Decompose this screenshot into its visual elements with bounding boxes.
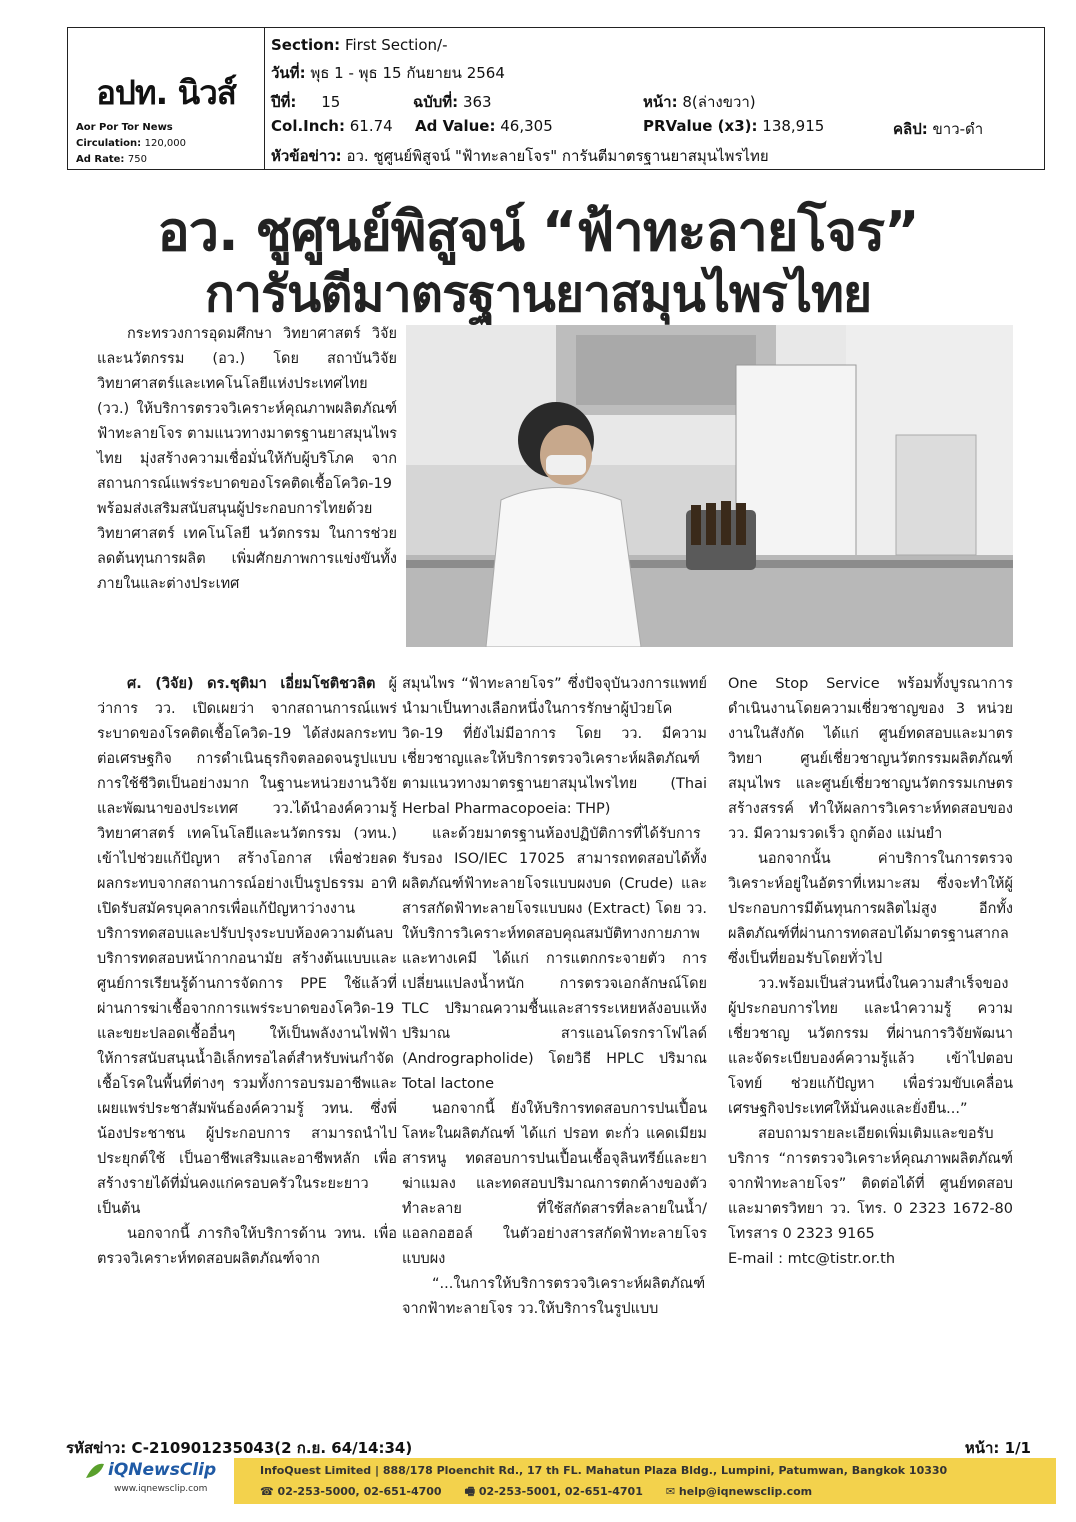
clip-header xyxy=(67,27,1045,170)
lab-photo-illustration xyxy=(406,325,1013,647)
paragraph: ศ. (วิจัย) ดร.ชุติมา เอี่ยมโชติชวลิต ผู้ว่าการ วว. เปิดเผยว่า จากสถานการณ์แพร่ระบาดของโรคติดเชื้อโควิด-19 ได้ส่งผลกระทบต่อเศรษฐกิจ การดำเนินธุรกิจตลอดจนรูปแบบการใช้ชีวิตเป็นอย่างมาก ในฐานะหน่วยงานวิจัยและพัฒนาของประเทศ วว.ได้นำองค์ความรู้ วิทยาศาสตร์ เทคโนโลยีและนวัตกรรม (วทน.) เข้าไปช่วยแก้ปัญหา สร้างโอกาส เพื่อช่วยลดผลกระทบจากสถานการณ์อย่างเป็นรูปธรรม อาทิ เปิดรับสมัครบุคลากรเพื่อแก้ปัญหาว่างงาน บริการทดสอบและปรับปรุงระบบห้องความดันลบ บริการทดสอบหน้ากากอนามัย สร้างต้นแบบและศูนย์การเรียนรู้ด้านการจัดการ PPE ใช้แล้วที่ผ่านการฆ่าเชื้อจากการแพร่ระบาดของโควิด-19 และขยะปลอดเชื้ออื่นๆ ให้เป็นพลังงานไฟฟ้า ให้การสนับสนุนน้ำอิเล็กทรอไลต์สำหรับพ่นกำจัดเชื้อโรคในพื้นที่ต่างๆ รวมทั้งการอบรมอาชีพและเผยแพร่ประชาสัมพันธ์องค์ความรู้ วทน. ซึ่งพี่น้องประชาชน ผู้ประกอบการ สามารถนำไปประยุกต์ใช้ เป็นอาชีพเสริมและอาชีพหลัก เพื่อสร้างรายได้ที่มั่นคงแก่ครอบครัวในระยะยาว เป็นต้น xyxy=(97,676,398,1217)
leaf-icon xyxy=(84,1460,106,1482)
page-field: หน้า: 8(ล่างขวา) xyxy=(643,93,756,111)
fax-icon: 🖷 xyxy=(464,1485,475,1498)
publication-block xyxy=(68,28,265,169)
contact-email: E-mail : mtc@tistr.or.th xyxy=(728,1251,896,1267)
circulation: Circulation: 120,000 xyxy=(76,138,186,149)
section-field: Section: First Section/- xyxy=(271,36,448,54)
paragraph: กระทรวงการอุดมศึกษา วิทยาศาสตร์ วิจัยและนวัตกรรม (อว.) โดย สถาบันวิจัยวิทยาศาสตร์และเทคโนโลยีแห่งประเทศไทย (วว.) ให้บริการตรวจวิเคราะห์คุณภาพผลิตภัณฑ์ฟ้าทะลายโจร ตามแนวทางมาตรฐานยาสมุนไพรไทย มุ่งสร้างความเชื่อมั่นให้กับผู้บริโภค จากสถานการณ์แพร่ระบาดของโรคติดเชื้อโควิด-19 พร้อมส่งเสริมสนับสนุนผู้ประกอบการไทยด้วยวิทยาศาสตร์ เทคโนโลยี นวัตกรรม ในการช่วยลดต้นทุนการผลิต เพิ่มศักยภาพการแข่งขันทั้งภายในและต่างประเทศ xyxy=(97,326,397,592)
contact-line xyxy=(260,1483,812,1502)
phone: 02-253-5000, 02-651-4700 xyxy=(277,1485,442,1498)
publication-name: Aor Por Tor News xyxy=(76,122,173,133)
paragraph: วว.พร้อมเป็นส่วนหนึ่งในความสำเร็จของผู้ประกอบการไทย และนำความรู้ ความเชี่ยวชาญ นวัตกรรม ที่ผ่านการวิจัยพัฒนาและจัดระเบียบองค์ความรู้แล้ว เข้าไปตอบโจทย์ ช่วยแก้ปัญหา เพื่อร่วมขับเคลื่อนเศรษฐกิจประเทศให้มั่นคงและยั่งยืน...” xyxy=(728,976,1013,1117)
publication-title: อปท. นิวส์ xyxy=(96,73,236,112)
ad-rate: Ad Rate: 750 xyxy=(76,154,147,165)
phone-icon: ☎ xyxy=(260,1485,274,1498)
email[interactable]: help@iqnewsclip.com xyxy=(678,1485,813,1498)
article-headline: อว. ชูศูนย์พิสูจน์ “ฟ้าทะลายโจร” xyxy=(157,200,919,263)
fax: 02-253-5001, 02-651-4701 xyxy=(478,1485,643,1498)
paragraph: สมุนไพร “ฟ้าทะลายโจร” ซึ่งปัจจุบันวงการแพทย์นำมาเป็นทางเลือกหนึ่งในการรักษาผู้ป่วยโควิด-19 ที่ยังไม่มีอาการ โดย วว. มีความเชี่ยวชาญและให้บริการตรวจวิเคราะห์ผลิตภัณฑ์ ตามแนวทางมาตรฐานยาสมุนไพรไทย (Thai Herbal Pharmacopoeia: THP) xyxy=(402,676,707,817)
article-column-1-continued xyxy=(97,672,397,1272)
paragraph: และด้วยมาตรฐานห้องปฏิบัติการที่ได้รับการรับรอง ISO/IEC 17025 สามารถทดสอบได้ทั้งผลิตภัณฑ์ฟ้าทะลายโจรแบบผงบด (Crude) และสารสกัดฟ้าทะลายโจรแบบผง (Extract) โดย วว. ให้บริการวิเคราะห์ทดสอบคุณสมบัติทางกายภาพและทางเคมี ได้แก่ การแตกกระจายตัว การเปลี่ยนแปลงน้ำหนัก การตรวจเอกลักษณ์โดย TLC ปริมาณความชื้นและสารระเหยหลังอบแห้ง ปริมาณ สารแอนโดรกราโฟไลด์ (Andrographolide) โดยวิธี HPLC ปริมาณ Total lactone xyxy=(402,826,707,1092)
paragraph: นอกจากนั้น ค่าบริการในการตรวจวิเคราะห์อยู่ในอัตราที่เหมาะสม ซึ่งจะทำให้ผู้ประกอบการมีต้นทุนการผลิตไม่สูง อีกทั้งผลิตภัณฑ์ที่ผ่านการทดสอบได้มาตรฐานสากล ซึ่งเป็นที่ยอมรับโดยทั่วไป xyxy=(728,851,1013,967)
author-name: ศ. (วิจัย) ดร.ชุติมา เอี่ยมโชติชวลิต xyxy=(127,676,376,692)
article-column-3 xyxy=(728,672,1013,1272)
clip-metadata xyxy=(265,28,1044,169)
article-photo xyxy=(406,325,1013,647)
paragraph: “...ในการให้บริการตรวจวิเคราะห์ผลิตภัณฑ์จากฟ้าทะลายโจร วว.ให้บริการในรูปแบบ xyxy=(402,1276,706,1317)
mail-icon: ✉ xyxy=(665,1485,676,1498)
date-field: วันที่: พุธ 1 - พุธ 15 กันยายน 2564 xyxy=(271,64,505,82)
news-code: รหัสข่าว: C-210901235043(2 ก.ย. 64/14:34) xyxy=(66,1439,413,1457)
headline-field: หัวข้อข่าว: อว. ชูศูนย์พิสูจน์ "ฟ้าทะลายโจร" การันตีมาตรฐานยาสมุนไพรไทย xyxy=(271,147,769,165)
paragraph: นอกจากนี้ ยังให้บริการทดสอบการปนเปื้อนโลหะในผลิตภัณฑ์ ได้แก่ ปรอท ตะกั่ว แคดเมียม สารหนู ทดสอบการปนเปื้อนเชื้อจุลินทรีย์และยาฆ่าแมลง และทดสอบปริมาณการตกค้างของตัวทำละลาย ที่ใช้สกัดสารที่ละลายในน้ำ/แอลกอฮอล์ ในตัวอย่างสารสกัดฟ้าทะลายโจรแบบผง xyxy=(402,1101,707,1267)
company-line: InfoQuest Limited | 888/178 Ploenchit Rd., 17 th FL. Mahatun Plaza Bldg., Lumpini, Patumwan, Bangkok 10330 xyxy=(260,1464,948,1477)
advalue-field: Ad Value: 46,305 xyxy=(415,117,553,135)
paragraph: One Stop Service พร้อมทั้งบูรณาการดำเนินงานโดยความเชี่ยวชาญของ 3 หน่วยงานในสังกัด ได้แก่ ศูนย์ทดสอบและมาตรวิทยา ศูนย์เชี่ยวชาญนวัตกรรมผลิตภัณฑ์สมุนไพร และศูนย์เชี่ยวชาญนวัตกรรมเกษตรสร้างสรรค์ ทำให้ผลการวิเคราะห์ทดสอบของ วว. มีความรวดเร็ว ถูกต้อง แม่นยำ xyxy=(728,676,1013,842)
colinch-field: Col.Inch: 61.74 xyxy=(271,117,393,135)
iqnewsclip-logo xyxy=(84,1460,234,1500)
contact-bar xyxy=(234,1458,1056,1504)
paragraph: นอกจากนี้ ภารกิจให้บริการด้าน วทน. เพื่อตรวจวิเคราะห์ทดสอบผลิตภัณฑ์จาก xyxy=(97,1226,397,1267)
article-column-2 xyxy=(402,672,707,1322)
logo-url: www.iqnewsclip.com xyxy=(114,1484,208,1494)
article-column-1 xyxy=(97,322,397,597)
year-field: ปีที่: 15 xyxy=(271,93,341,111)
clip-type-field: คลิป: ขาว-ดำ xyxy=(893,120,984,138)
article-subheadline: การันตีมาตรฐานยาสมุนไพรไทย xyxy=(204,265,872,323)
issue-field: ฉบับที่: 363 xyxy=(413,93,492,111)
logo-text: iQNewsClip xyxy=(108,1460,217,1480)
prvalue-field: PRValue (x3): 138,915 xyxy=(643,117,825,135)
page-number: หน้า: 1/1 xyxy=(964,1439,1031,1457)
paragraph: สอบถามรายละเอียดเพิ่มเติมและขอรับบริการ “การตรวจวิเคราะห์คุณภาพผลิตภัณฑ์จากฟ้าทะลายโจร” ติดต่อได้ที่ ศูนย์ทดสอบและมาตรวิทยา วว. โทร. 0 2323 1672-80 โทรสาร 0 2323 9165 xyxy=(728,1126,1013,1242)
